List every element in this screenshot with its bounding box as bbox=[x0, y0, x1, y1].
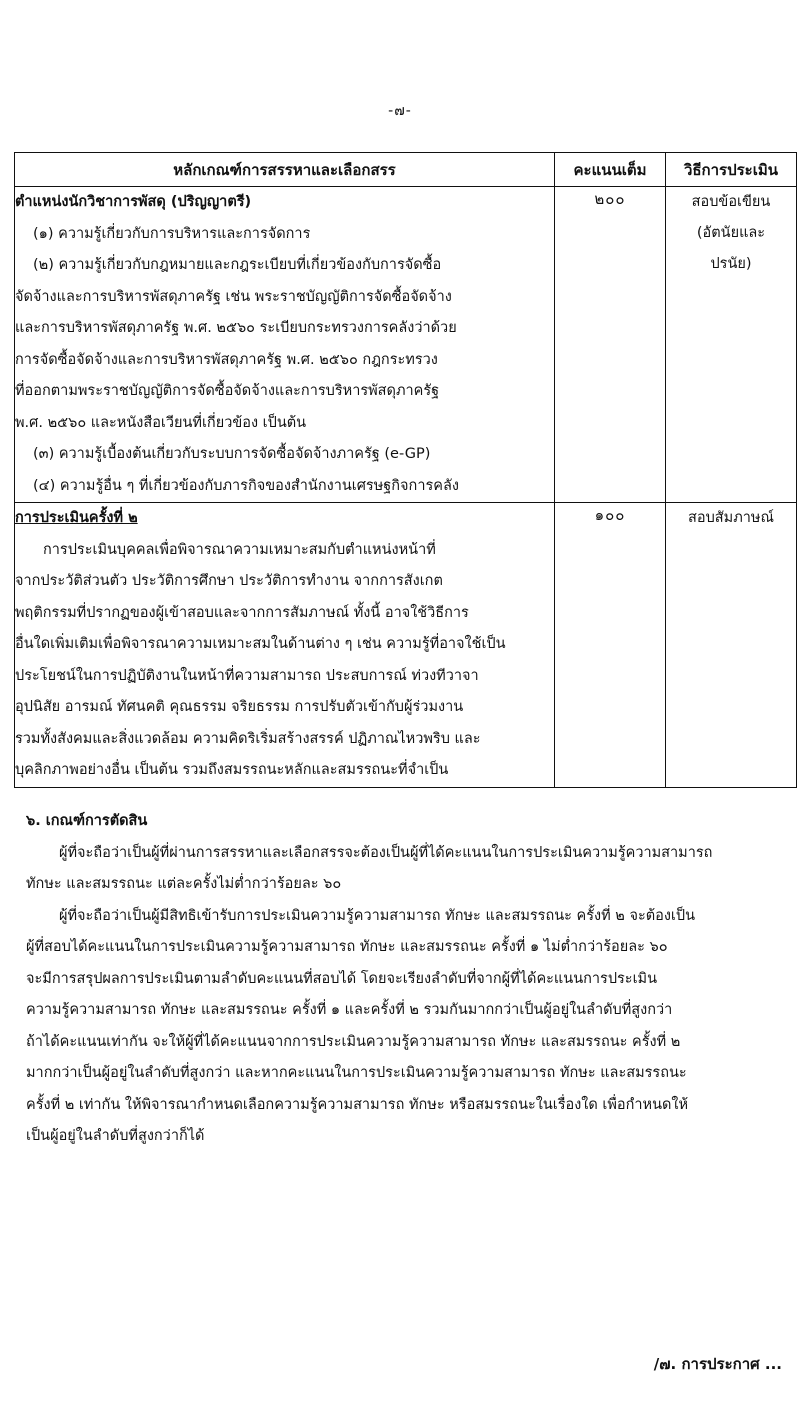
criteria-text-line: ที่ออกตามพระราชบัญญัติการจัดซื้อจัดจ้างและการบริหารพัสดุภาครัฐ bbox=[15, 383, 440, 399]
next-page-marker: /๗. การประกาศ ... bbox=[653, 1355, 782, 1373]
criteria-text-line: อื่นใดเพิ่มเติมเพื่อพิจารณาความเหมาะสมในด้านต่าง ๆ เช่น ความรู้ที่อาจใช้เป็น bbox=[15, 636, 506, 652]
paragraph-line: ถ้าได้คะแนนเท่ากัน จะให้ผู้ที่ได้คะแนนจากการประเมินความรู้ความสามารถ ทักษะ และสมรรถนะ ครั้งที่ ๒ bbox=[26, 1033, 681, 1050]
table-header-row bbox=[15, 153, 797, 187]
paragraph-line: ครั้งที่ ๒ เท่ากัน ให้พิจารณากำหนดเลือกความรู้ความสามารถ ทักษะ หรือสมรรถนะในเรื่องใด เพื่อกำหนดให้ bbox=[26, 1096, 689, 1113]
criteria-item: (๑) ความรู้เกี่ยวกับการบริหารและการจัดการ bbox=[33, 225, 311, 242]
criteria-text-line: จัดจ้างและการบริหารพัสดุภาครัฐ เช่น พระราชบัญญัติการจัดซื้อจัดจ้าง bbox=[15, 288, 452, 305]
method-line: สอบข้อเขียน bbox=[691, 194, 771, 210]
method-cell bbox=[666, 503, 797, 788]
criteria-item: (๒) ความรู้เกี่ยวกับกฎหมายและกฎระเบียบที่เกี่ยวข้องกับการจัดซื้อ bbox=[33, 257, 442, 273]
paragraph-line: ความรู้ความสามารถ ทักษะ และสมรรถนะ ครั้งที่ ๑ และครั้งที่ ๒ รวมกันมากกว่าเป็นผู้อยู่ในลำดับที่สูงกว่า bbox=[26, 1002, 673, 1018]
criteria-text-line: พฤติกรรมที่ปรากฏของผู้เข้าสอบและจากการสัมภาษณ์ ทั้งนี้ อาจใช้วิธีการ bbox=[15, 604, 469, 621]
paragraph-line: ทักษะ และสมรรถนะ แต่ละครั้งไม่ต่ำกว่าร้อยละ ๖๐ bbox=[26, 876, 342, 892]
table-row bbox=[15, 187, 797, 503]
header-method: วิธีการประเมิน bbox=[666, 153, 797, 187]
criteria-item: (๔) ความรู้อื่น ๆ ที่เกี่ยวข้องกับภารกิจของสำนักงานเศรษฐกิจการคลัง bbox=[33, 477, 459, 494]
score-cell: ๒๐๐ bbox=[555, 187, 666, 503]
criteria-text-line: พ.ศ. ๒๕๖๐ และหนังสือเวียนที่เกี่ยวข้อง เป็นต้น bbox=[15, 414, 307, 431]
criteria-text-line: จากประวัติส่วนตัว ประวัติการศึกษา ประวัติการทำงาน จากการสังเกต bbox=[15, 573, 443, 589]
paragraph-line: มากกว่าเป็นผู้อยู่ในลำดับที่สูงกว่า และหากคะแนนในการประเมินความรู้ความสามารถ ทักษะ และสมรรถนะ bbox=[26, 1065, 687, 1081]
criteria-text-line: อุปนิสัย อารมณ์ ทัศนคติ คุณธรรม จริยธรรม การปรับตัวเข้ากับผู้ร่วมงาน bbox=[15, 699, 464, 715]
criteria-table bbox=[14, 152, 797, 788]
header-full-score: คะแนนเต็ม bbox=[555, 153, 666, 187]
table-row bbox=[15, 503, 797, 788]
section-title: ๖. เกณฑ์การตัดสิน bbox=[26, 813, 148, 829]
criteria-cell-interview bbox=[15, 503, 555, 788]
criteria-text-line: บุคลิกภาพอย่างอื่น เป็นต้น รวมถึงสมรรถนะหลักและสมรรถนะที่จำเป็น bbox=[15, 762, 449, 778]
paragraph-line: จะมีการสรุปผลการประเมินตามลำดับคะแนนที่สอบได้ โดยจะเรียงลำดับที่จากผู้ที่ได้คะแนนการประเมิน bbox=[26, 970, 658, 987]
evaluation-2-title: การประเมินครั้งที่ ๒ bbox=[15, 510, 138, 526]
header-criteria: หลักเกณฑ์การสรรหาและเลือกสรร bbox=[15, 153, 555, 187]
criteria-text-line: การจัดซื้อจัดจ้างและการบริหารพัสดุภาครัฐ พ.ศ. ๒๕๖๐ กฎกระทรวง bbox=[15, 351, 438, 368]
criteria-text-line: ประโยชน์ในการปฏิบัติงานในหน้าที่ความสามารถ ประสบการณ์ ท่วงทีวาจา bbox=[15, 667, 479, 684]
position-title: ตำแหน่งนักวิชาการพัสดุ (ปริญญาตรี) bbox=[15, 194, 252, 210]
criteria-text-line: การประเมินบุคคลเพื่อพิจารณาความเหมาะสมกับตำแหน่งหน้าที่ bbox=[43, 541, 436, 558]
score-cell: ๑๐๐ bbox=[555, 503, 666, 788]
paragraph-line: เป็นผู้อยู่ในลำดับที่สูงกว่าก็ได้ bbox=[26, 1128, 205, 1144]
judgement-criteria-section bbox=[26, 806, 786, 1153]
criteria-item: (๓) ความรู้เบื้องต้นเกี่ยวกับระบบการจัดซื้อจัดจ้างภาครัฐ (e-GP) bbox=[33, 446, 431, 462]
page-number: -๗- bbox=[388, 103, 412, 119]
paragraph-line: ผู้ที่จะถือว่าเป็นผู้มีสิทธิเข้ารับการประเมินความรู้ความสามารถ ทักษะ และสมรรถนะ ครั้งที่ ๒ จะต้องเป็น bbox=[59, 907, 696, 924]
method-line: (อัตนัยและ bbox=[696, 225, 766, 241]
criteria-cell-written bbox=[15, 187, 555, 503]
method-cell bbox=[666, 187, 797, 503]
paragraph-line: ผู้ที่สอบได้คะแนนในการประเมินความรู้ความสามารถ ทักษะ และสมรรถนะ ครั้งที่ ๑ ไม่ต่ำกว่าร้อยละ ๖๐ bbox=[26, 939, 668, 955]
criteria-text-line: และการบริหารพัสดุภาครัฐ พ.ศ. ๒๕๖๐ ระเบียบกระทรวงการคลังว่าด้วย bbox=[15, 320, 457, 336]
criteria-text-line: รวมทั้งสังคมและสิ่งแวดล้อม ความคิดริเริ่มสร้างสรรค์ ปฏิภาณไหวพริบ และ bbox=[15, 730, 481, 747]
paragraph-line: ผู้ที่จะถือว่าเป็นผู้ที่ผ่านการสรรหาและเลือกสรรจะต้องเป็นผู้ที่ได้คะแนนในการประเมินความรู้ความสามารถ bbox=[59, 844, 713, 861]
method-line: สอบสัมภาษณ์ bbox=[688, 510, 774, 526]
method-line: ปรนัย) bbox=[710, 256, 752, 272]
